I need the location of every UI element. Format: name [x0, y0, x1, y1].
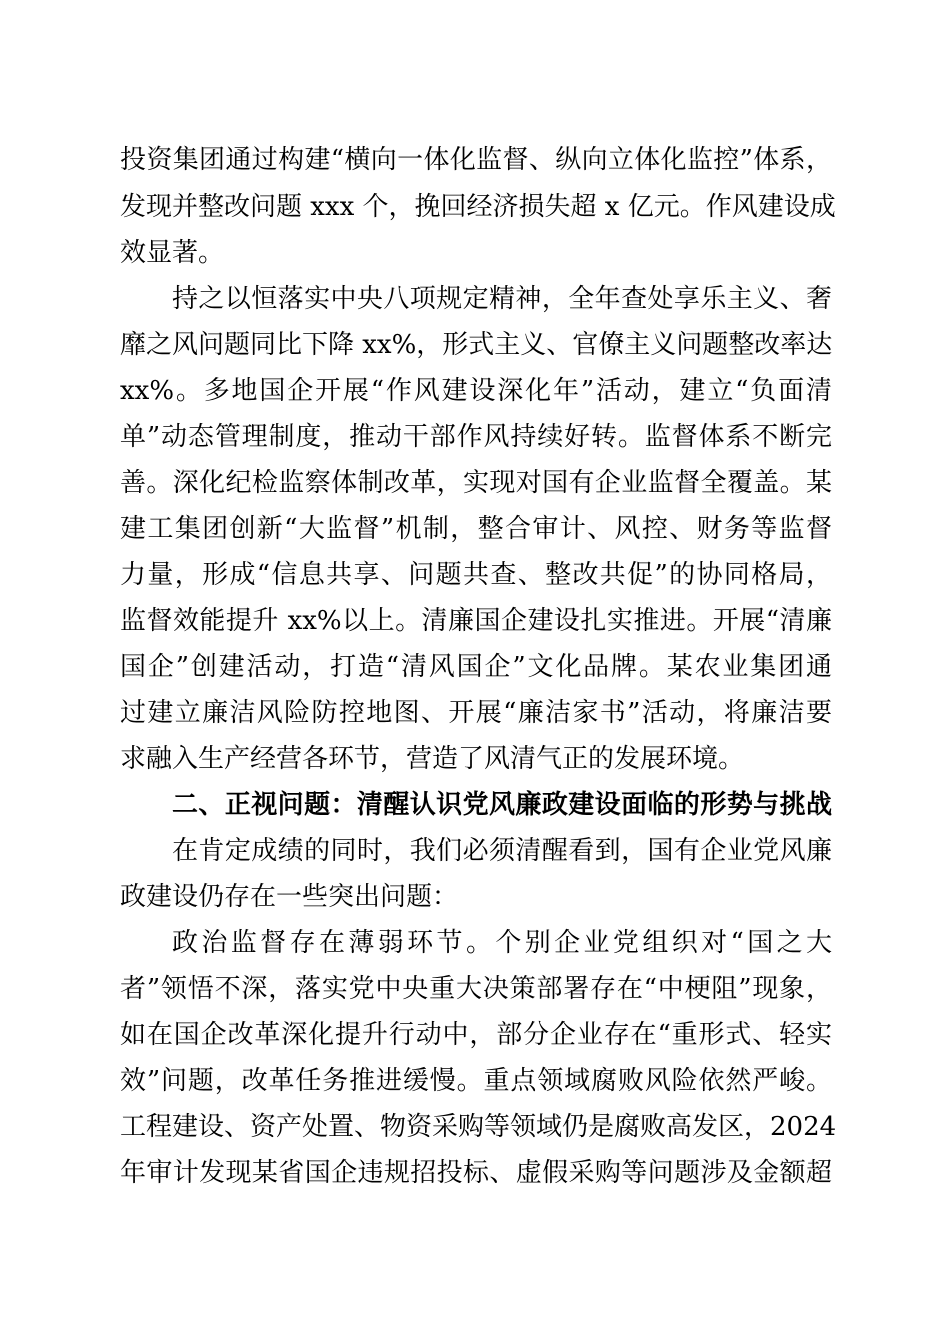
section-heading: 二、正视问题：清醒认识党风廉政建设面临的形势与挑战 [172, 790, 832, 820]
body-text-line: 建工集团创新“大监督”机制，整合审计、风控、财务等监督 [120, 514, 832, 544]
body-text-line: xx%。多地国企开展“作风建设深化年”活动，建立“负面清 [120, 376, 832, 406]
body-text-line: 力量，形成“信息共享、问题共查、整改共促”的协同格局， [120, 560, 832, 590]
body-text-line: 国企”创建活动，打造“清风国企”文化品牌。某农业集团通 [120, 652, 832, 682]
paragraph-first-line: 在肯定成绩的同时，我们必须清醒看到，国有企业党风廉 [172, 836, 832, 866]
paragraph-first-line: 持之以恒落实中央八项规定精神，全年查处享乐主义、奢 [172, 284, 832, 314]
body-text-line: 效”问题，改革任务推进缓慢。重点领域腐败风险依然严峻。 [120, 1066, 832, 1096]
body-text-line: 过建立廉洁风险防控地图、开展“廉洁家书”活动，将廉洁要 [120, 698, 832, 728]
body-text-line: 发现并整改问题 xxx 个，挽回经济损失超 x 亿元。作风建设成 [120, 192, 836, 222]
body-text-line: 善。深化纪检监察体制改革，实现对国有企业监督全覆盖。某 [120, 468, 832, 498]
body-text-line: 政建设仍存在一些突出问题： [120, 882, 459, 912]
body-text-line: 监督效能提升 xx%以上。清廉国企建设扎实推进。开展“清廉 [120, 606, 832, 636]
body-text-line: 求融入生产经营各环节，营造了风清气正的发展环境。 [120, 744, 745, 774]
body-text-line: 年审计发现某省国企违规招投标、虚假采购等问题涉及金额超 [120, 1158, 832, 1188]
body-text-line: 投资集团通过构建“横向一体化监督、纵向立体化监控”体系， [120, 145, 832, 175]
body-text-line: 如在国企改革深化提升行动中，部分企业存在“重形式、轻实 [120, 1020, 832, 1050]
body-text-line: 者”领悟不深，落实党中央重大决策部署存在“中梗阻”现象， [120, 974, 832, 1004]
body-text-line: 效显著。 [120, 238, 225, 268]
body-text-line: 靡之风问题同比下降 xx%，形式主义、官僚主义问题整改率达 [120, 330, 833, 360]
body-text-line: 工程建设、资产处置、物资采购等领域仍是腐败高发区，2024 [120, 1112, 837, 1142]
body-text-line: 单”动态管理制度，推动干部作风持续好转。监督体系不断完 [120, 422, 832, 452]
paragraph-first-line: 政治监督存在薄弱环节。个别企业党组织对“国之大 [172, 928, 832, 958]
